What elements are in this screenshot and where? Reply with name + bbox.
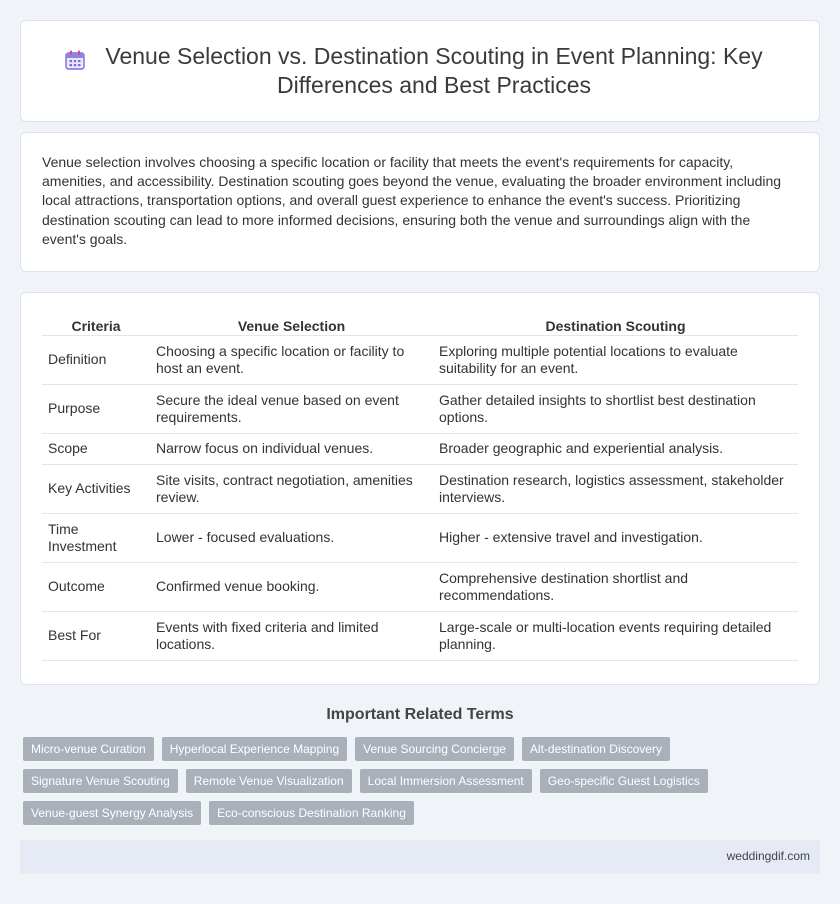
venue-cell: Lower - focused evaluations. (150, 514, 433, 563)
table-row (42, 465, 798, 514)
related-term-tag[interactable]: Venue-guest Synergy Analysis (23, 801, 201, 825)
destination-cell: Broader geographic and experiential analysis. (433, 434, 798, 465)
intro-paragraph: Venue selection involves choosing a specific location or facility that meets the event's requirements for capacity, amenities, and accessibility. Destination scouting goes beyond the venue, evaluating the broader environment including local attractions, transportation options, and overall guest experience to enhance the event's success. Prioritizing destination scouting can lead to more informed decisions, ensuring both the venue and surroundings align with the event's goals. (42, 154, 782, 247)
related-term-tag[interactable]: Remote Venue Visualization (186, 769, 352, 793)
destination-cell: Large-scale or multi-location events requiring detailed planning. (433, 612, 798, 661)
related-terms-list (23, 737, 813, 825)
venue-cell: Confirmed venue booking. (150, 563, 433, 612)
destination-cell: Exploring multiple potential locations to evaluate suitability for an event. (433, 336, 798, 385)
related-term-tag[interactable]: Hyperlocal Experience Mapping (162, 737, 347, 761)
table-row (42, 434, 798, 465)
title-card (20, 20, 820, 122)
destination-cell: Higher - extensive travel and investigation. (433, 514, 798, 563)
venue-cell: Narrow focus on individual venues. (150, 434, 433, 465)
title-wrap (21, 21, 819, 121)
destination-cell: Comprehensive destination shortlist and recommendations. (433, 563, 798, 612)
table-row (42, 336, 798, 385)
criteria-cell: Best For (42, 612, 150, 661)
table-header-row (42, 314, 798, 336)
criteria-cell: Time Investment (42, 514, 150, 563)
header-venue-selection: Venue Selection (150, 314, 433, 336)
table-row (42, 385, 798, 434)
venue-cell: Secure the ideal venue based on event requirements. (150, 385, 433, 434)
destination-cell: Destination research, logistics assessment, stakeholder interviews. (433, 465, 798, 514)
venue-cell: Events with fixed criteria and limited locations. (150, 612, 433, 661)
comparison-table-card (20, 292, 820, 685)
related-term-tag[interactable]: Micro-venue Curation (23, 737, 154, 761)
venue-cell: Choosing a specific location or facility to host an event. (150, 336, 433, 385)
related-term-tag[interactable]: Geo-specific Guest Logistics (540, 769, 708, 793)
header-criteria: Criteria (42, 314, 150, 336)
table-row (42, 514, 798, 563)
calendar-icon (63, 48, 87, 72)
footer (20, 840, 820, 874)
related-term-tag[interactable]: Signature Venue Scouting (23, 769, 178, 793)
related-term-tag[interactable]: Alt-destination Discovery (522, 737, 670, 761)
table-row (42, 612, 798, 661)
table-row (42, 563, 798, 612)
criteria-cell: Purpose (42, 385, 150, 434)
footer-site-link[interactable]: weddingdif.com (726, 849, 810, 863)
related-terms-heading: Important Related Terms (326, 706, 514, 723)
related-term-tag[interactable]: Local Immersion Assessment (360, 769, 532, 793)
criteria-cell: Outcome (42, 563, 150, 612)
criteria-cell: Scope (42, 434, 150, 465)
comparison-table (42, 314, 798, 661)
criteria-cell: Key Activities (42, 465, 150, 514)
venue-cell: Site visits, contract negotiation, amenities review. (150, 465, 433, 514)
related-term-tag[interactable]: Venue Sourcing Concierge (355, 737, 514, 761)
page-title: Venue Selection vs. Destination Scouting in Event Planning: Key Differences and Best Practices (105, 43, 763, 98)
header-destination-scouting: Destination Scouting (433, 314, 798, 336)
criteria-cell: Definition (42, 336, 150, 385)
destination-cell: Gather detailed insights to shortlist best destination options. (433, 385, 798, 434)
related-term-tag[interactable]: Eco-conscious Destination Ranking (209, 801, 414, 825)
intro-card (20, 132, 820, 272)
